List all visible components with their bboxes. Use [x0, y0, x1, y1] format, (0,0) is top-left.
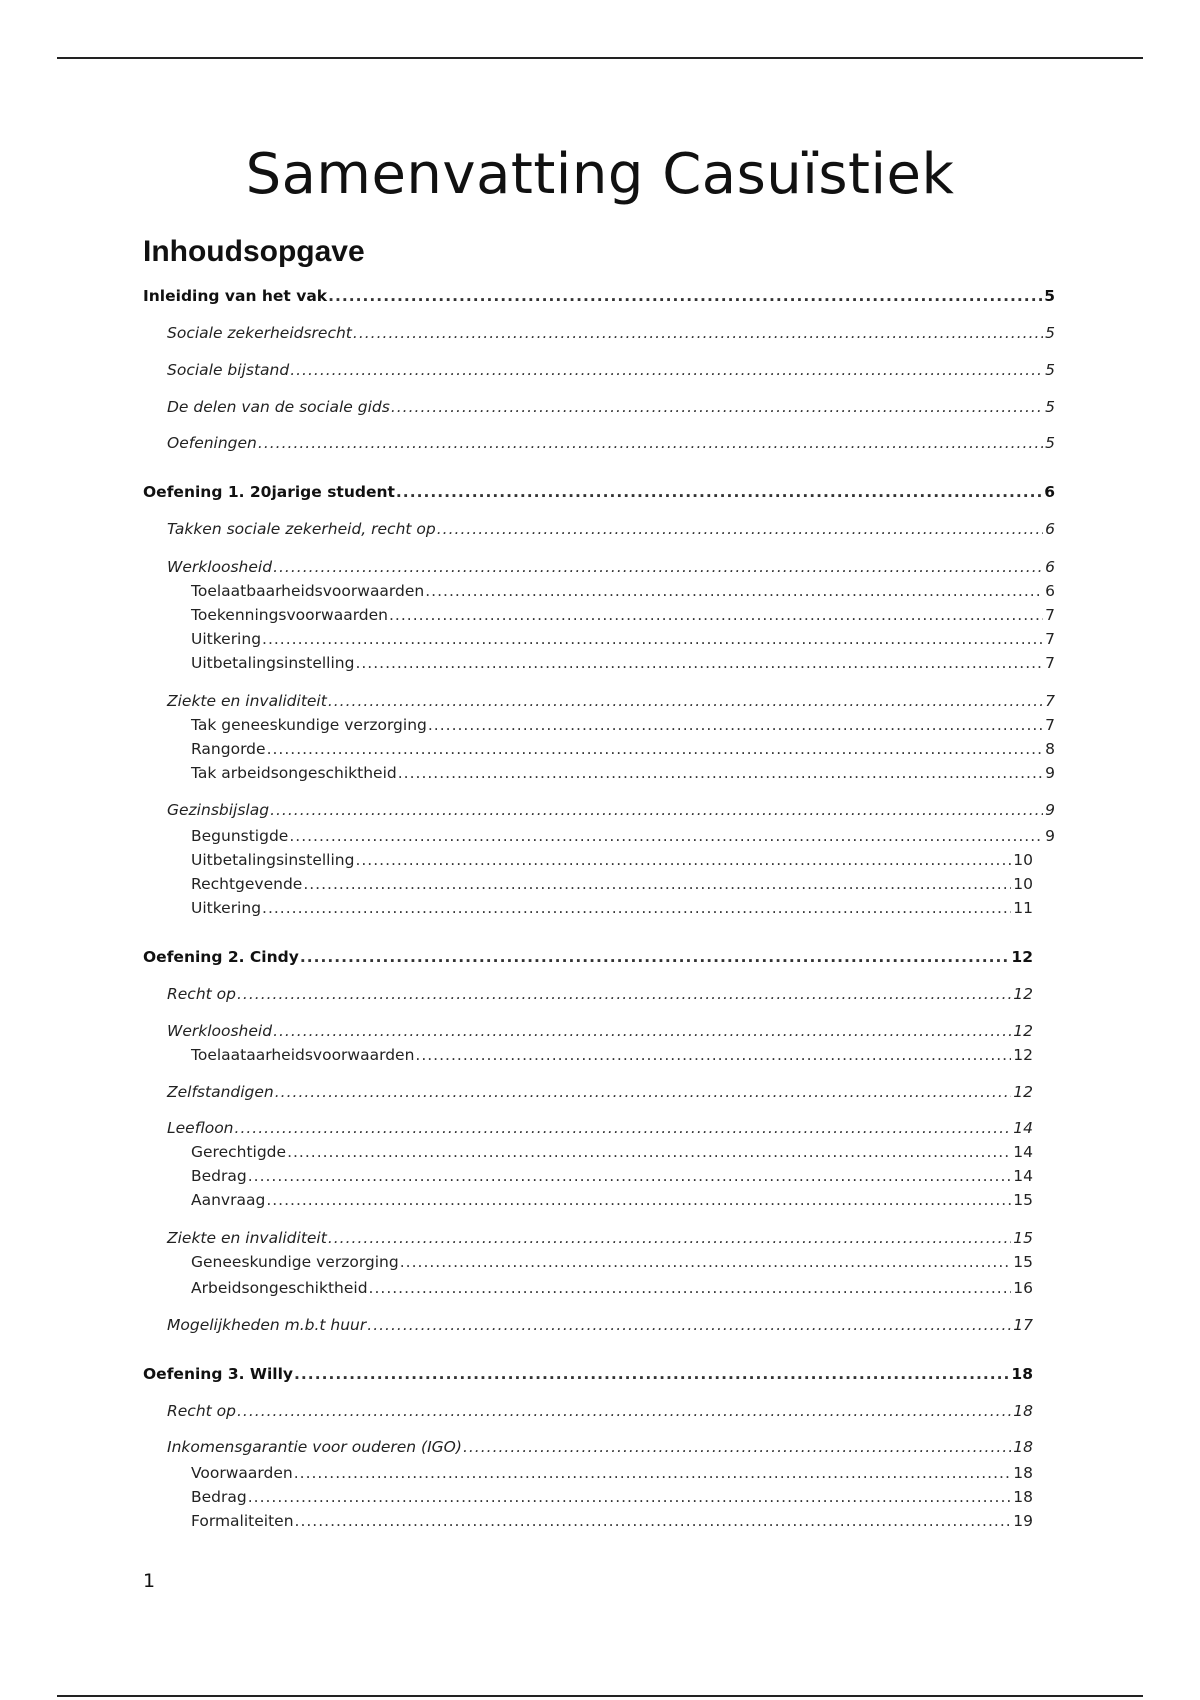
toc-entry[interactable] [191, 825, 1055, 847]
toc-leader-dots [267, 738, 1044, 760]
toc-entry-title: Gezinsbijslag [167, 801, 270, 819]
toc-entry[interactable] [191, 580, 1055, 602]
toc-entry-title: Werkloosheid [167, 1022, 273, 1040]
toc-entry-title: Zelfstandigen [167, 1083, 274, 1101]
toc-entry-page: 18 [1013, 1438, 1033, 1456]
toc-leader-dots [262, 897, 1011, 919]
toc-entry[interactable] [191, 714, 1055, 736]
toc-leader-dots [270, 799, 1043, 821]
toc-entry-page: 17 [1013, 1316, 1033, 1334]
header-rule [57, 57, 1143, 59]
toc-entry-title: Oefening 3. Willy [143, 1365, 294, 1383]
toc-leader-dots [463, 1436, 1011, 1458]
toc-entry-page: 5 [1044, 287, 1055, 305]
toc-entry[interactable] [167, 1117, 1033, 1139]
toc-entry[interactable] [143, 285, 1055, 307]
toc-entry-title: Aanvraag [191, 1191, 266, 1209]
toc-entry[interactable] [191, 652, 1055, 674]
toc-entry[interactable] [191, 762, 1055, 784]
document-title: Samenvatting Casuïstiek [245, 142, 955, 207]
toc-entry-title: Tak arbeidsongeschiktheid [191, 764, 397, 782]
toc-entry-title: Mogelijkheden m.b.t huur [167, 1316, 367, 1334]
toc-entry-title: Recht op [167, 1402, 236, 1420]
toc-leader-dots [273, 1020, 1011, 1042]
toc-entry-title: Gerechtigde [191, 1143, 287, 1161]
toc-entry-title: De delen van de sociale gids [167, 398, 390, 416]
toc-entry-page: 18 [1013, 1402, 1033, 1420]
toc-entry-title: Voorwaarden [191, 1464, 293, 1482]
toc-entry-page: 10 [1013, 851, 1033, 869]
toc-entry-title: Inkomensgarantie voor ouderen (IGO) [167, 1438, 462, 1456]
toc-entry-page: 12 [1013, 1022, 1033, 1040]
toc-leader-dots [237, 1400, 1011, 1422]
toc-entry[interactable] [167, 983, 1033, 1005]
toc-entry[interactable] [167, 359, 1055, 381]
toc-entry-page: 7 [1045, 654, 1055, 672]
toc-entry-title: Formaliteiten [191, 1512, 294, 1530]
toc-entry-page: 7 [1045, 692, 1055, 710]
toc-entry[interactable] [167, 1020, 1033, 1042]
toc-entry-page: 7 [1045, 716, 1055, 734]
toc-leader-dots [266, 1189, 1011, 1211]
toc-leader-dots [415, 1044, 1011, 1066]
toc-leader-dots [391, 396, 1043, 418]
toc-entry-title: Sociale bijstand [167, 361, 290, 379]
toc-entry-title: Ziekte en invaliditeit [167, 692, 327, 710]
toc-entry[interactable] [191, 849, 1033, 871]
toc-entry-page: 14 [1013, 1143, 1033, 1161]
toc-leader-dots [328, 690, 1043, 712]
toc-entry-page: 18 [1011, 1365, 1033, 1383]
toc-entry[interactable] [167, 1227, 1033, 1249]
toc-entry[interactable] [167, 396, 1055, 418]
toc-entry[interactable] [191, 1510, 1033, 1532]
toc-entry-title: Bedrag [191, 1488, 247, 1506]
toc-leader-dots [428, 714, 1043, 736]
toc-leader-dots [353, 322, 1043, 344]
toc-entry[interactable] [167, 1314, 1033, 1336]
toc-entry[interactable] [191, 738, 1055, 760]
toc-entry[interactable] [191, 1462, 1033, 1484]
toc-leader-dots [396, 481, 1042, 503]
toc-entry-page: 12 [1013, 1083, 1033, 1101]
toc-entry-title: Werkloosheid [167, 558, 273, 576]
toc-entry-title: Rechtgevende [191, 875, 303, 893]
toc-entry-title: Tak geneeskundige verzorging [191, 716, 427, 734]
toc-entry-page: 9 [1045, 801, 1055, 819]
toc-entry-page: 10 [1013, 875, 1033, 893]
toc-entry[interactable] [191, 1189, 1033, 1211]
toc-entry-page: 5 [1045, 324, 1055, 342]
toc-entry-title: Recht op [167, 985, 236, 1003]
toc-entry-page: 6 [1044, 483, 1055, 501]
toc-leader-dots [389, 604, 1043, 626]
footer-rule [57, 1695, 1143, 1697]
toc-entry-page: 6 [1045, 520, 1055, 538]
toc-entry[interactable] [191, 1251, 1033, 1273]
toc-entry[interactable] [167, 799, 1055, 821]
toc-leader-dots [273, 556, 1043, 578]
toc-entry-page: 12 [1013, 1046, 1033, 1064]
toc-leader-dots [290, 359, 1043, 381]
toc-leader-dots [248, 1486, 1012, 1508]
toc-entry-page: 5 [1045, 361, 1055, 379]
toc-entry-page: 7 [1045, 606, 1055, 624]
toc-entry-title: Begunstigde [191, 827, 289, 845]
toc-entry[interactable] [191, 1277, 1033, 1299]
toc-entry-title: Sociale zekerheidsrecht [167, 324, 352, 342]
toc-entry[interactable] [191, 628, 1055, 650]
toc-entry-title: Uitkering [191, 899, 262, 917]
toc-entry-page: 9 [1045, 764, 1055, 782]
toc-entry-page: 6 [1045, 558, 1055, 576]
toc-entry-page: 15 [1013, 1229, 1033, 1247]
toc-entry-title: Ziekte en invaliditeit [167, 1229, 327, 1247]
toc-leader-dots [328, 285, 1042, 307]
toc-leader-dots [258, 432, 1043, 454]
toc-entry-page: 6 [1045, 582, 1055, 600]
toc-leader-dots [400, 1251, 1012, 1273]
toc-entry-title: Oefening 1. 20jarige student [143, 483, 395, 501]
toc-entry-page: 8 [1045, 740, 1055, 758]
toc-entry-page: 12 [1011, 948, 1033, 966]
toc-entry[interactable] [191, 604, 1055, 626]
toc-entry[interactable] [167, 1081, 1033, 1103]
toc-entry[interactable] [167, 1436, 1033, 1458]
toc-leader-dots [295, 1510, 1012, 1532]
toc-entry-title: Toelaatbaarheidsvoorwaarden [191, 582, 425, 600]
toc-leader-dots [237, 983, 1011, 1005]
toc-entry-page: 5 [1045, 434, 1055, 452]
toc-entry[interactable] [191, 1486, 1033, 1508]
toc-entry-title: Inleiding van het vak [143, 287, 328, 305]
toc-entry[interactable] [143, 946, 1033, 968]
toc-entry[interactable] [191, 897, 1033, 919]
toc-leader-dots [328, 1227, 1011, 1249]
toc-entry-title: Rangorde [191, 740, 266, 758]
toc-entry-title: Bedrag [191, 1167, 247, 1185]
toc-leader-dots [294, 1462, 1012, 1484]
toc-leader-dots [262, 628, 1043, 650]
toc-entry-page: 12 [1013, 985, 1033, 1003]
toc-leader-dots [425, 580, 1043, 602]
toc-entry-page: 14 [1013, 1167, 1033, 1185]
toc-leader-dots [437, 518, 1043, 540]
toc-heading: Inhoudsopgave [143, 235, 365, 268]
toc-entry-title: Oefeningen [167, 434, 257, 452]
toc-entry[interactable] [191, 1141, 1033, 1163]
toc-entry[interactable] [191, 1165, 1033, 1187]
toc-entry[interactable] [191, 1044, 1033, 1066]
toc-leader-dots [300, 946, 1010, 968]
toc-leader-dots [294, 1363, 1009, 1385]
toc-leader-dots [398, 762, 1043, 784]
toc-entry-title: Takken sociale zekerheid, recht op [167, 520, 436, 538]
toc-entry-title: Geneeskundige verzorging [191, 1253, 399, 1271]
toc-entry-page: 7 [1045, 630, 1055, 648]
toc-entry-title: Uitkering [191, 630, 262, 648]
toc-leader-dots [355, 849, 1011, 871]
toc-entry-page: 11 [1013, 899, 1033, 917]
toc-entry[interactable] [167, 1400, 1033, 1422]
toc-leader-dots [369, 1277, 1012, 1299]
toc-entry-title: Uitbetalingsinstelling [191, 654, 355, 672]
toc-entry-page: 15 [1013, 1191, 1033, 1209]
toc-entry-title: Oefening 2. Cindy [143, 948, 299, 966]
toc-entry-title: Arbeidsongeschiktheid [191, 1279, 368, 1297]
toc-leader-dots [355, 652, 1043, 674]
toc-entry-title: Uitbetalingsinstelling [191, 851, 355, 869]
toc-entry[interactable] [167, 518, 1055, 540]
toc-entry-page: 18 [1013, 1464, 1033, 1482]
page-number: 1 [143, 1570, 156, 1592]
toc-entry[interactable] [167, 690, 1055, 712]
toc-leader-dots [275, 1081, 1012, 1103]
toc-entry[interactable] [167, 556, 1055, 578]
toc-entry-page: 19 [1013, 1512, 1033, 1530]
toc-entry[interactable] [143, 481, 1055, 503]
toc-entry[interactable] [167, 322, 1055, 344]
toc-leader-dots [289, 825, 1043, 847]
toc-entry-page: 15 [1013, 1253, 1033, 1271]
toc-entry-title: Toelaataarheidsvoorwaarden [191, 1046, 415, 1064]
toc-entry-page: 14 [1013, 1119, 1033, 1137]
toc-entry-title: Toekenningsvoorwaarden [191, 606, 388, 624]
toc-entry-page: 9 [1045, 827, 1055, 845]
toc-entry[interactable] [143, 1363, 1033, 1385]
toc-entry-title: Leefloon [167, 1119, 234, 1137]
toc-entry-page: 5 [1045, 398, 1055, 416]
toc-leader-dots [303, 873, 1011, 895]
toc-leader-dots [235, 1117, 1012, 1139]
toc-leader-dots [367, 1314, 1011, 1336]
toc-leader-dots [287, 1141, 1011, 1163]
toc-entry[interactable] [167, 432, 1055, 454]
toc-leader-dots [248, 1165, 1012, 1187]
toc-entry-page: 18 [1013, 1488, 1033, 1506]
toc-entry-page: 16 [1013, 1279, 1033, 1297]
toc-entry[interactable] [191, 873, 1033, 895]
